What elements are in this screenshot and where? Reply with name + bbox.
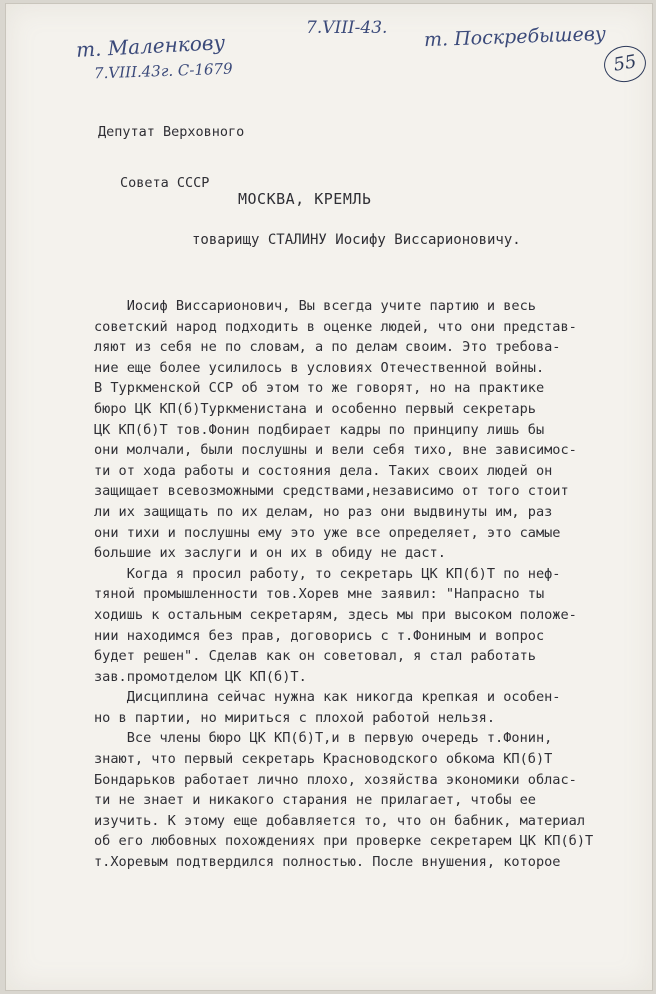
body-line: ляют из себя не по словам, а по делам своим. Это требова- <box>94 339 561 356</box>
body-line: Иосиф Виссарионович, Вы всегда учите партию и весь <box>94 298 536 314</box>
body-line: но в партии, но мириться с плохой работой нельзя. <box>94 709 496 726</box>
handwritten-date-top: 7.VIII-43. <box>306 18 388 38</box>
body-line: бюро ЦК КП(б)Туркменистана и особенно первый секретарь <box>94 400 536 417</box>
handwritten-recipient-note: т. Маленкову <box>75 30 226 62</box>
body-line: ЦК КП(б)Т тов.Фонин подбирает кадры по принципу лишь бы <box>94 421 545 438</box>
handwritten-date-reference: 7.VIII.43г. С-1679 <box>93 59 233 83</box>
sender-header <box>98 90 244 226</box>
body-line: зав.промотделом ЦК КП(б)Т. <box>94 668 307 685</box>
body-line: Бондарьков работает лично плохо, хозяйства экономики облас- <box>94 771 577 788</box>
body-line: тяной промышленности тов.Хорев мне заявил: "Напрасно ты <box>94 586 545 603</box>
body-line: ти не знает и никакого старания не прилагает, чтобы ее <box>94 792 536 809</box>
body-line: защищает всевозможными средствами,независимо от того стоит <box>94 483 569 500</box>
body-line: ли их защищать по их делам, но раз они выдвинуты им, раз <box>94 503 553 520</box>
body-line: советский народ подходить в оценке людей, что они представ- <box>94 318 577 335</box>
letter-body <box>94 296 654 873</box>
body-line: они молчали, были послушны и вели себя тихо, вне зависимос- <box>94 442 577 459</box>
body-line: Дисциплина сейчас нужна как никогда крепкая и особен- <box>94 689 561 706</box>
body-line: нии находимся без прав, договорись с т.Фониным и вопрос <box>94 627 545 644</box>
body-line: Все члены бюро ЦК КП(б)Т,и в первую очередь т.Фонин, <box>94 730 553 747</box>
body-line: изучить. К этому еще добавляется то, что он бабник, материал <box>94 812 586 829</box>
addressee-line: товарищу СТАЛИНУ Иосифу Виссарионовичу. <box>192 232 521 248</box>
sender-header-line-2: Совета СССР <box>120 175 210 191</box>
handwritten-poskrebyshev-note: т. Поскребышеву <box>423 22 607 52</box>
document-title: МОСКВА, КРЕМЛЬ <box>238 190 372 208</box>
body-line: большие их заслуги и он их в обиду не даст. <box>94 545 446 562</box>
body-line: ходишь к остальным секретарям, здесь мы при высоком положе- <box>94 606 577 623</box>
document-page <box>6 4 652 990</box>
body-line: В Туркменской ССР об этом то же говорят, но на практике <box>94 380 545 397</box>
body-line: будет решен". Сделав как он советовал, я стал работать <box>94 648 536 665</box>
body-line: Когда я просил работу, то секретарь ЦК КП(б)Т по неф- <box>94 565 561 582</box>
body-line: они тихи и послушны ему это уже все определяет, это самые <box>94 524 561 541</box>
body-line: ти от хода работы и состояния дела. Таких своих людей он <box>94 462 553 479</box>
body-line: знают, что первый секретарь Красноводского обкома КП(б)Т <box>94 751 553 768</box>
body-line: т.Хоревым подтвердился полностью. После внушения, которое <box>94 854 561 871</box>
body-line: об его любовных похождениях при проверке секретарем ЦК КП(б)Т <box>94 833 594 850</box>
sender-header-line-1: Депутат Верховного <box>98 124 245 140</box>
body-line: ние еще более усилилось в условиях Отечественной войны. <box>94 359 545 376</box>
folio-number: 55 <box>601 43 649 86</box>
